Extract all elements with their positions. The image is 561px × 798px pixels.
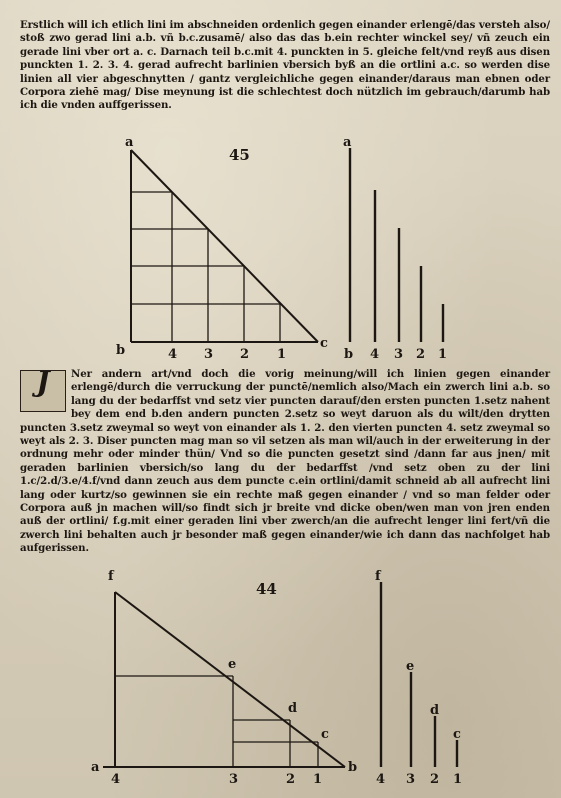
fig2-side-mark: 4 [376,772,386,787]
fig1-base-mark: 2 [240,347,250,362]
fig1-corner-label-top: a [125,135,134,150]
fig2-base-mark: 4 [111,772,121,787]
fig2-base-mark: 2 [286,772,296,787]
fig2-figure-number: 44 [256,580,277,598]
fig2-base-mark: 3 [229,772,239,787]
fig2-hypotenuse-fb [115,592,345,767]
fig1-side-mark: 4 [370,347,380,362]
fig2-corner-label-bottom-left: a [91,760,100,775]
fig1-side-mark: 1 [438,347,448,362]
fig2-side-label-top: e [406,659,415,674]
fig2-base-mark: 1 [313,772,323,787]
fig1-side-mark: 2 [416,347,426,362]
paragraph-2-text: Ner andern art/vnd doch die vorig meinung/will ich linien gegen einander erlengē/durch die verruckung der punctē/nemlich also/Mach ein zwerch lini a.b. so lang du der bedarffst vnd setz vier puncten darauf/den ersten puncten 1.setz nahent bey dem end b.den andern puncten 2.setz so weyt daruon als du wilt/den drytten puncten 3.setz zweymal so weyt von einander als 1. 2. den vierten puncten 4. setz zweymal so weyt als 2. 3. Diser puncten mag man so vil setzen als man wil/auch in der erweiterung in der ordnung mehr oder minder thün/ Vnd so die puncten gesetzt sind /dann far aus jnen/ mit geraden barlinien vbersich/so lang du der bedarffst /vnd setz oben zu der lini 1.c/2.d/3.e/4.f/vnd dann zeuch aus dem puncte c.ein ortlini/damit schneid ab all aufrecht lini lang oder kurtz/so gewinnen sie ein rechte maß gegen einander / vnd so man felder oder Corpora auß jn machen will/so findt sich jr breite vnd dicke oben/wen man von jren enden auß der ortlini/ f.g.mit einer geraden lini vber zwerch/an die aufrecht lenger lini fert/vñ die zwerch lini behalten auch jr besonder maß gegen einander/wie ich dann das nachfolget hab aufgerissen. [20,368,550,555]
fig1-base-mark: 3 [204,347,214,362]
fig2-side-mark: 3 [406,772,416,787]
fig1-side-label-top: a [343,135,352,150]
fig2-corner-label-bottom-right: b [348,760,358,775]
fig2-side-mark: 2 [430,772,440,787]
fig1-base-mark: 1 [277,347,287,362]
fig1-corner-label-bottom-right: c [320,336,328,351]
fig1-side-mark: 3 [394,347,404,362]
fig1-corner-label-bottom-left: b [116,343,126,358]
fig1-side-mark: b [344,347,354,362]
fig2-hyp-mark: c [321,727,329,742]
fig2-side-label-top: d [430,703,440,718]
fig2-hyp-mark: e [228,657,237,672]
fig2-side-label-top: f [375,569,381,584]
paragraph-1: Erstlich will ich etlich lini im abschneiden ordenlich gegen einander erlengē/das versteh also/ stoß zwo gerad lini a.b. vñ b.c.zusamē/ also das das b.ein rechter winckel sey/ vñ zeuch ein gerade lini vber ort a. c. Darnach teil b.c.mit 4. punckten in 5. gleiche felt/vnd reyß aus disen punckten 1. 2. 3. 4. gerad aufrecht barlinien vbersich byß an die ortlini a.c. so werden dise linien all vier abgeschnytten / gantz vergleichliche gegen einander/daraus man ebnen oder Corpora ziehē mag/ Dise meynung ist die schlechtest doch nützlich im gebrauch/darumb hab ich die vnden auffgerissen. [20,19,550,112]
fig2-side-mark: 1 [453,772,463,787]
fig1-figure-number: 45 [229,146,250,164]
fig2-corner-label-top: f [108,569,114,584]
initial-letter-glyph: J [36,365,50,398]
fig2-side-label-top: c [453,727,461,742]
fig2-hyp-mark: d [288,701,298,716]
fig1-base-mark: 4 [168,347,178,362]
